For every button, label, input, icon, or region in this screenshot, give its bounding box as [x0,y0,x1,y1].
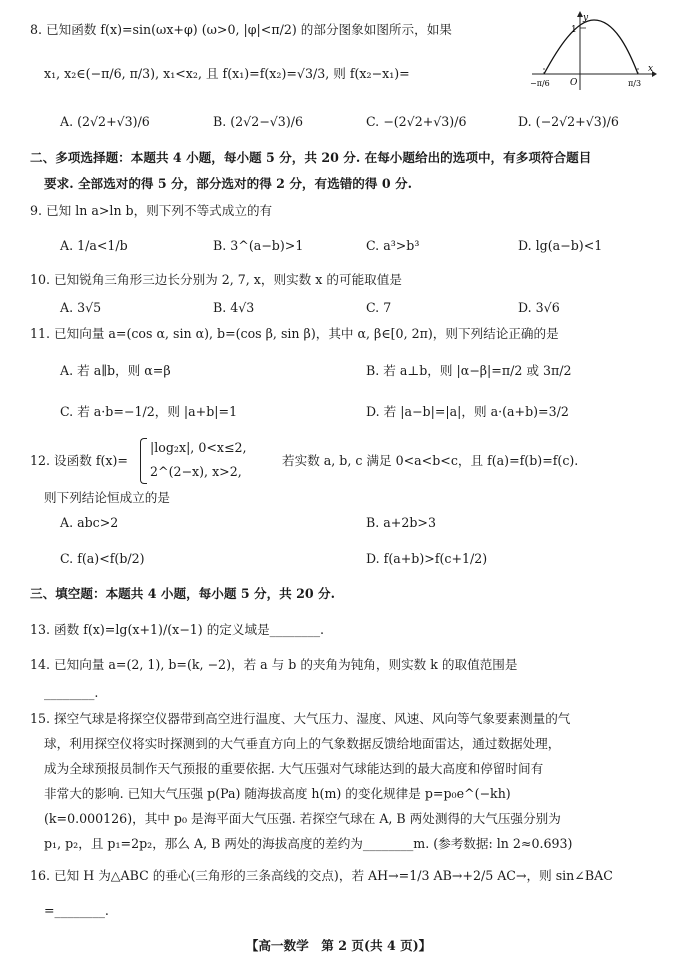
x-right-label: π/3 [628,79,642,88]
q15-line6: p₁, p₂，且 p₁=2p₂，那么 A, B 两处的海拔高度的差约为________m. (参考数据: ln 2≈0.693) [44,836,573,851]
q15-line1: 15. 探空气球是将探空仪器带到高空进行温度、大气压力、湿度、风速、风向等气象要素测量的气 [30,711,571,726]
y-axis-label: y [583,13,589,23]
q16-line2: =________. [44,903,109,918]
q12-option-b: B. a+2b>3 [366,515,436,530]
origin-label: O [570,78,578,88]
q9-option-b: B. 3^(a−b)>1 [213,238,304,253]
q12-stem-line2: 则下列结论恒成立的是 [44,490,170,505]
q12-option-a: A. abc>2 [60,515,119,530]
q12-option-c: C. f(a)<f(b/2) [60,551,145,566]
q12-case-2: 2^(2−x), x>2, [150,464,242,479]
q12-case-1: |log₂x|, 0<x≤2, [150,440,247,455]
q15-line2: 球，利用探空仪将实时探测到的大气垂直方向上的气象数据反馈给地面雷达，通过数据处理， [44,736,561,751]
q10-stem: 10. 已知锐角三角形三边长分别为 2, 7, x，则实数 x 的可能取值是 [30,272,402,287]
q12-stem-start: 12. 设函数 f(x)= [30,453,128,468]
q11-option-b: B. 若 a⊥b，则 |α−β|=π/2 或 3π/2 [366,363,572,378]
page-footer: 【高一数学 第 2 页(共 4 页)】 [245,938,432,953]
x-axis-label: x [648,64,654,74]
q15-line5: (k=0.000126)，其中 p₀ 是海平面大气压强. 若探空气球在 A, B 两处测得的大气压强分别为 [44,811,561,826]
section3-heading: 三、填空题：本题共 4 小题，每小题 5 分，共 20 分. [30,586,336,601]
q8-option-a: A. (2√2+√3)/6 [60,114,150,129]
q8-option-d: D. (−2√2+√3)/6 [518,114,619,129]
q8-option-c: C. −(2√2+√3)/6 [366,114,467,129]
q10-option-b: B. 4√3 [213,300,255,315]
q11-option-d: D. 若 |a−b|=|a|，则 a·(a+b)=3/2 [366,404,569,419]
q13-stem: 13. 函数 f(x)=lg(x+1)/(x−1) 的定义域是________. [30,622,325,637]
q9-option-a: A. 1/a<1/b [60,238,128,253]
q14-stem-line2: ________. [44,685,99,700]
q8-stem-line1: 8. 已知函数 f(x)=sin(ωx+φ) (ω>0, |φ|<π/2) 的部分图象如图所示，如果 [30,22,452,37]
q8-stem-line2: x₁, x₂∈(−π/6, π/3), x₁<x₂, 且 f(x₁)=f(x₂)=√3/3, 则 f(x₂−x₁)= [44,66,410,81]
q9-option-c: C. a³>b³ [366,238,420,253]
q8-option-b: B. (2√2−√3)/6 [213,114,303,129]
section2-heading-line2: 要求. 全部选对的得 5 分，部分选对的得 2 分，有选错的得 0 分. [44,176,412,191]
y-tick-one-label: 1 [571,25,577,35]
q16-line1: 16. 已知 H 为△ABC 的垂心(三角形的三条高线的交点)，若 AH→=1/3 AB→+2/5 AC→，则 sin∠BAC [30,868,613,883]
q12-stem-end: 若实数 a, b, c 满足 0<a<b<c，且 f(a)=f(b)=f(c). [282,453,579,468]
sine-curve [544,20,638,74]
q9-option-d: D. lg(a−b)<1 [518,238,603,253]
q12-option-d: D. f(a+b)>f(c+1/2) [366,551,488,566]
section2-heading-line1: 二、多项选择题：本题共 4 小题，每小题 5 分，共 20 分. 在每小题给出的选项中，有多项符合题目 [30,150,592,165]
q15-line3: 成为全球预报员制作天气预报的重要依据. 大气压强对气球能达到的最大高度和停留时间有 [44,761,544,776]
q15-line4: 非常大的影响. 已知大气压强 p(Pa) 随海拔高度 h(m) 的变化规律是 p=p₀e^(−kh) [44,786,511,801]
q11-option-c: C. 若 a·b=−1/2，则 |a+b|=1 [60,404,238,419]
q11-stem: 11. 已知向量 a=(cos α, sin α), b=(cos β, sin β)，其中 α, β∈[0, 2π)，则下列结论正确的是 [30,326,559,341]
q11-option-a: A. 若 a∥b，则 α=β [60,363,171,378]
q8-sine-graph [528,10,658,92]
q10-option-c: C. 7 [366,300,392,315]
x-left-label: −π/6 [530,79,550,88]
q12-piecewise-brace [140,438,147,484]
q14-stem-line1: 14. 已知向量 a=(2, 1), b=(k, −2)，若 a 与 b 的夹角为钝角，则实数 k 的取值范围是 [30,657,518,672]
q10-option-a: A. 3√5 [60,300,102,315]
q10-option-d: D. 3√6 [518,300,560,315]
q9-stem: 9. 已知 ln a>ln b，则下列不等式成立的有 [30,203,273,218]
